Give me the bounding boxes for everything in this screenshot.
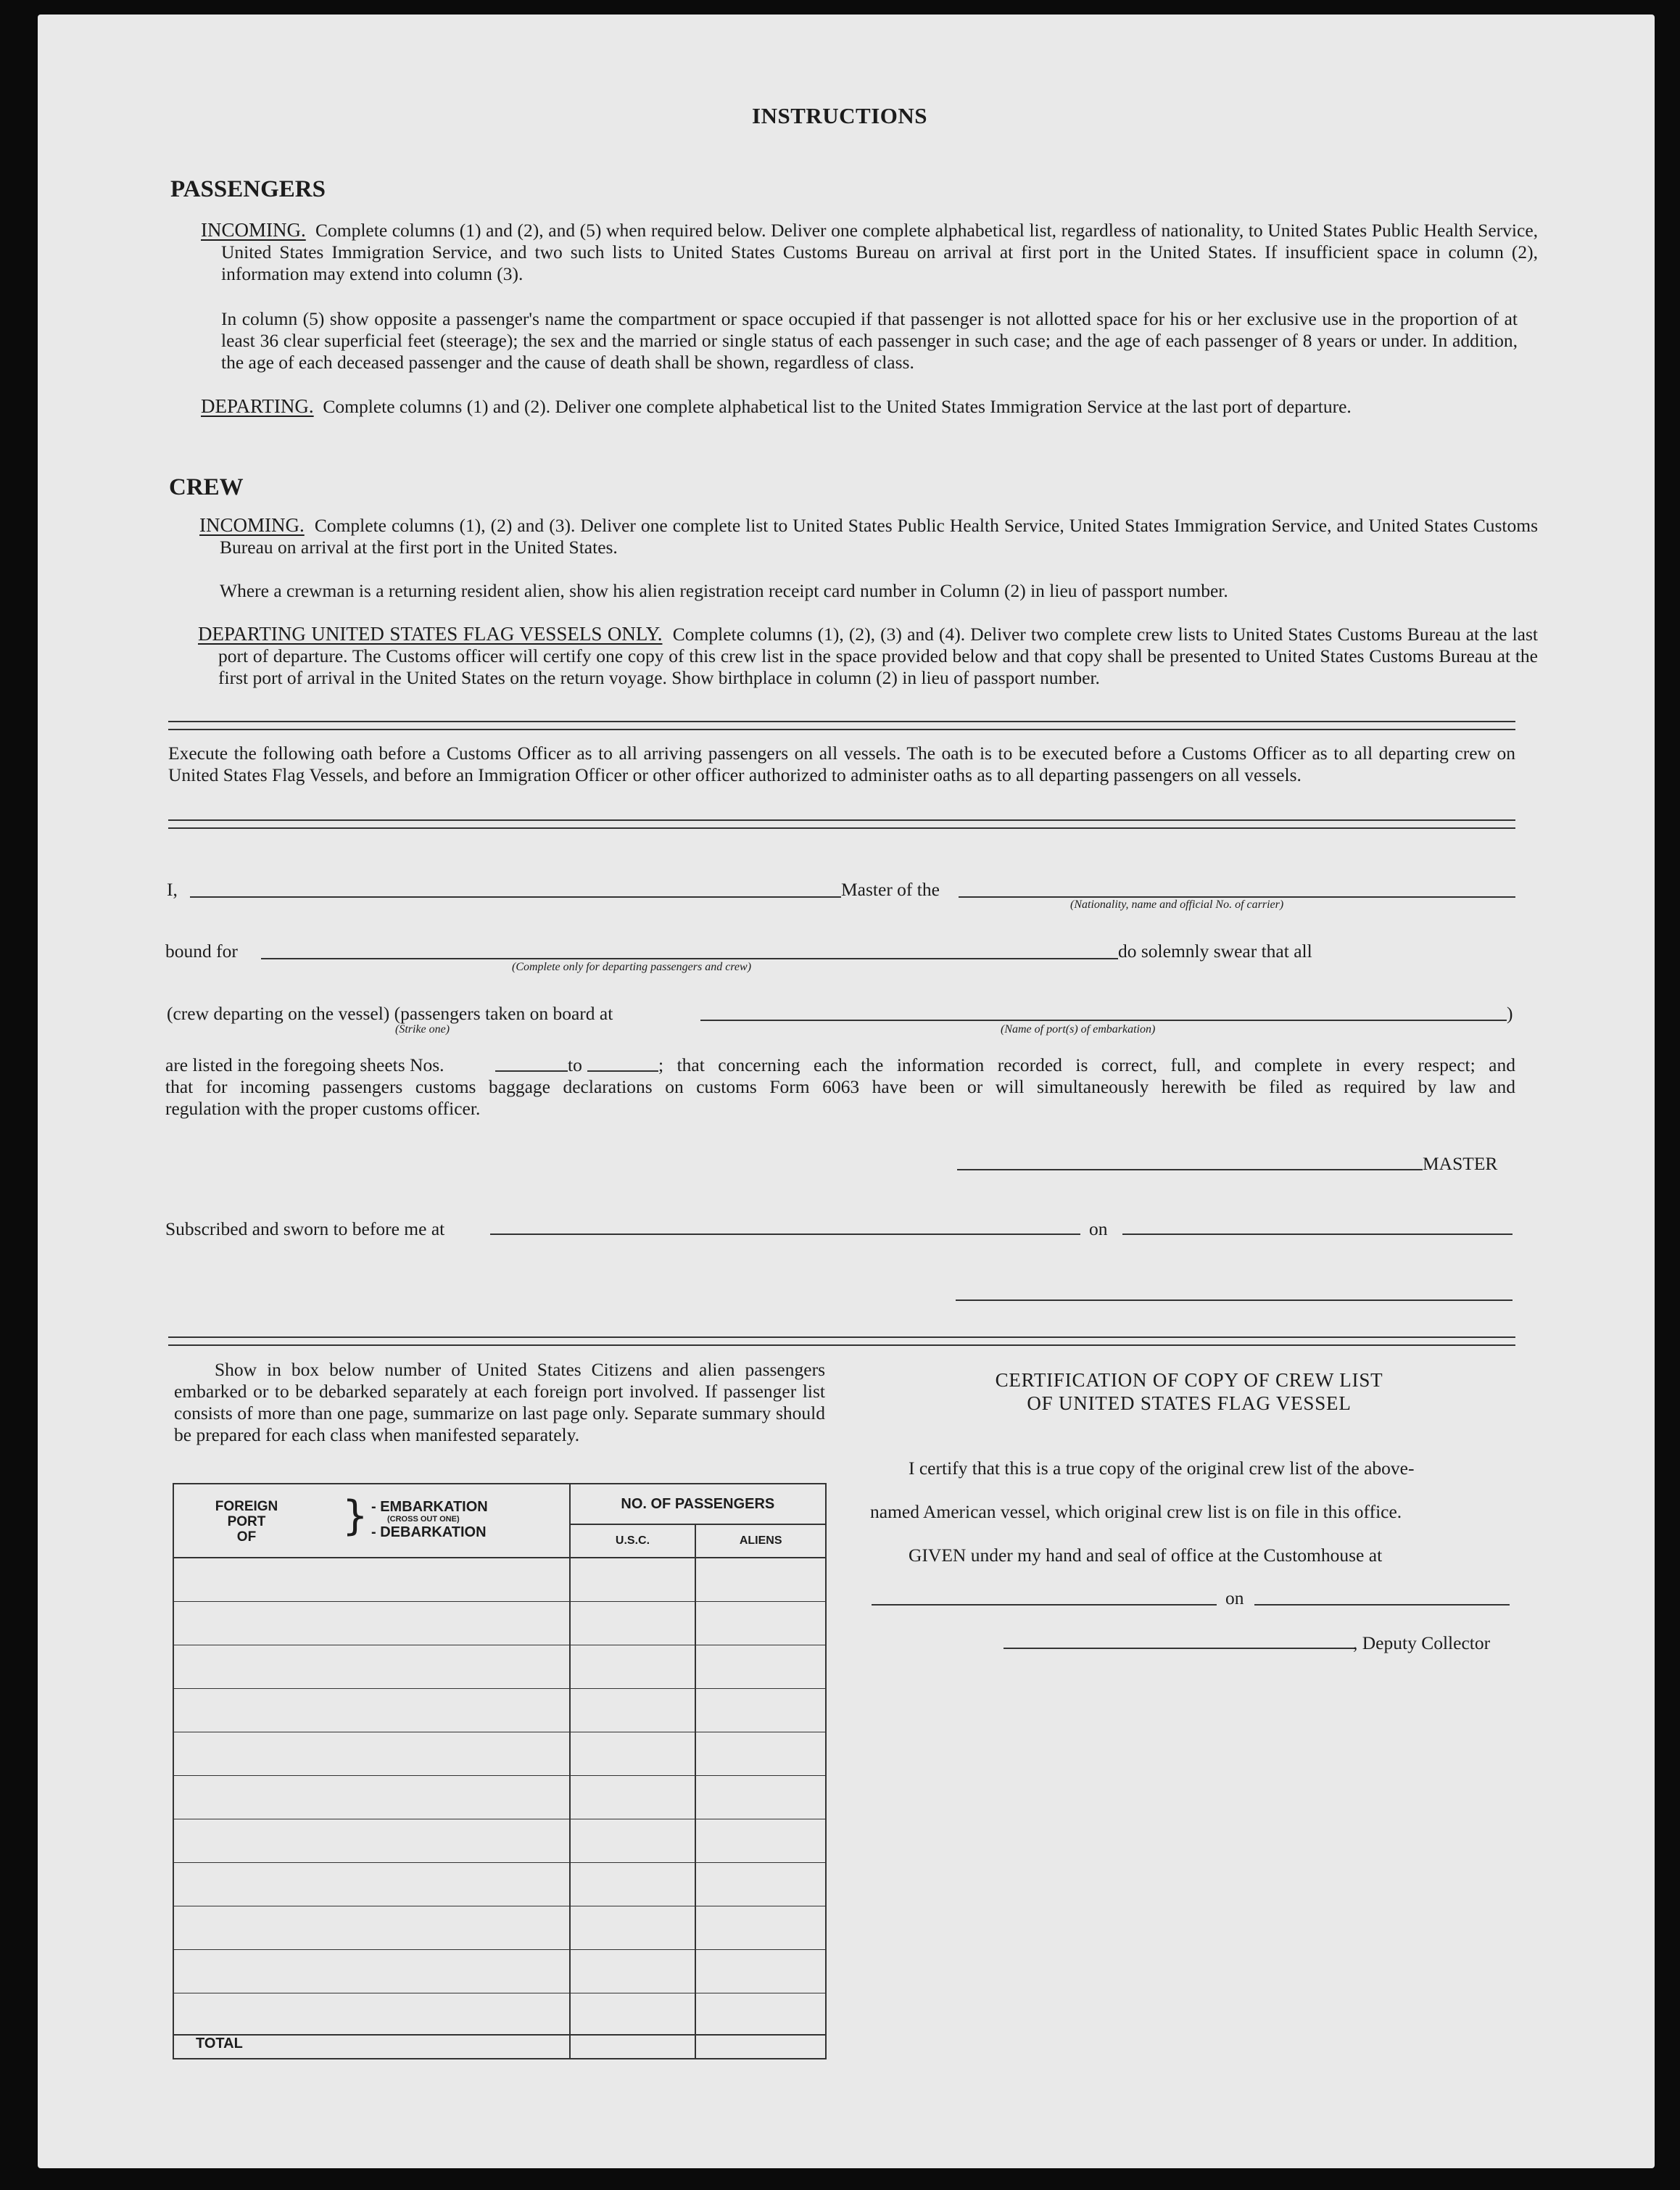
sworn-on-label: on [1089,1218,1108,1239]
usc-cell[interactable] [570,1819,696,1862]
master-label: MASTER [1423,1153,1498,1174]
certify-text: I certify that this is a true copy of the original crew list of the above- [909,1458,1415,1479]
passengers-departing-paragraph [201,395,1538,418]
aliens-cell[interactable] [695,1949,826,1993]
crew-departing-text: Complete columns (1), (2), (3) and (4). Deliver two complete crew lists to United States Customs Bureau at the last port of departure. The Customs officer will certify one copy of this crew list in the space provided below and that copy shall be presented to United States Customs Bureau at the first port of arrival in the United States on the return voyage. Show birthplace in column (2) in lieu of passport number. [218,624,1538,688]
oath-intro-paragraph: Execute the following oath before a Customs Officer as to all arriving passengers on all vessels. The oath is to be executed before a Customs Officer as to all departing crew on United States Flag Vessels, and before an Immigration Officer or other officer authorized to administer oaths as to all departing passengers on all vessels. [168,743,1515,785]
certification-date-field[interactable] [1254,1604,1510,1606]
passengers-incoming-label: INCOMING. [201,219,306,241]
crew-resident-paragraph: Where a crewman is a returning resident alien, show his alien registration receipt card number in Column (2) in lieu of passport number. [220,580,1228,601]
sheets-to-label: to [568,1054,582,1075]
no-of-passengers-header: NO. OF PASSENGERS [570,1484,826,1524]
port-cell[interactable] [173,1688,570,1732]
usc-cell[interactable] [570,1645,696,1688]
total-row-label [173,2035,570,2059]
strike-one-caption: (Strike one) [395,1023,450,1036]
usc-cell[interactable] [570,1688,696,1732]
usc-cell[interactable] [570,1558,696,1601]
aliens-cell[interactable] [695,1732,826,1775]
customhouse-on-label: on [1225,1587,1244,1608]
section-divider [168,819,1515,829]
embarkation-port-caption: (Name of port(s) of embarkation) [1001,1023,1156,1036]
solemnly-swear-label: do solemnly swear that all [1118,941,1312,962]
port-cell[interactable] [173,1732,570,1775]
port-cell[interactable] [173,1601,570,1645]
aliens-cell[interactable] [695,1558,826,1601]
regulation-text: regulation with the proper customs officer. [165,1098,481,1119]
carrier-caption: (Nationality, name and official No. of carrier) [1070,898,1284,911]
passengers-incoming-text: Complete columns (1) and (2), and (5) when required below. Deliver one complete alphabetical list, regardless of nationality, to United States Public Health Service, United States Immigration Service, and two such lists to United States Customs Bureau on arrival at first port in the United States. If insufficient space in column (2), information may extend into column (3). [221,220,1539,284]
usc-cell[interactable] [570,1775,696,1819]
passengers-heading: PASSENGERS [170,176,326,202]
aliens-cell[interactable] [695,1688,826,1732]
foreign-label: FOREIGN [215,1499,278,1514]
given-under-hand-text: GIVEN under my hand and seal of office at the Customhouse at [909,1545,1383,1566]
bound-for-field[interactable] [261,958,1118,959]
cross-out-label: (CROSS OUT ONE) [387,1515,460,1524]
sheets-nos-label: are listed in the foregoing sheets Nos. [165,1054,444,1075]
port-cell[interactable] [173,1993,570,2035]
aliens-cell[interactable] [695,1862,826,1906]
port-cell[interactable] [173,1819,570,1862]
passengers-column5-paragraph: In column (5) show opposite a passenger's name the compartment or space occupied if that passenger is not allotted space for his or her exclusive use in the proportion of at least 36 clear superficial feet (steerage); the sex and the married or single status of each passenger in such case; and the age of each passenger of 8 years or under. In addition, the age of each deceased passenger and the cause of death shall be shown, regardless of class. [221,308,1518,373]
aliens-cell[interactable] [695,1993,826,2035]
deputy-collector-signature-field[interactable] [1004,1648,1354,1649]
sheet-from-field[interactable] [495,1070,568,1072]
port-label: PORT [227,1514,266,1529]
crew-departing-label: DEPARTING UNITED STATES FLAG VESSELS ONLY. [198,623,663,645]
certify-text-continued: named American vessel, which original crew list is on file in this office. [870,1501,1402,1522]
crew-incoming-label: INCOMING. [199,514,305,536]
embarkation-label: - EMBARKATION [371,1499,488,1515]
crew-heading: CREW [169,474,244,500]
section-divider [168,721,1515,730]
passengers-departing-label: DEPARTING. [201,395,314,417]
port-cell[interactable] [173,1558,570,1601]
bound-for-label: bound for [165,941,238,962]
passengers-incoming-paragraph [201,219,1538,285]
sworn-place-field[interactable] [490,1234,1080,1235]
aliens-cell[interactable] [695,1906,826,1949]
port-column-header [173,1484,570,1558]
oath-i-label: I, [167,879,178,900]
usc-cell[interactable] [570,1601,696,1645]
customhouse-field[interactable] [872,1604,1217,1606]
sworn-date-field[interactable] [1122,1234,1513,1235]
usc-header: U.S.C. [570,1524,696,1558]
port-cell[interactable] [173,1645,570,1688]
port-cell[interactable] [173,1775,570,1819]
certification-title-line1: CERTIFICATION OF COPY OF CREW LIST [995,1369,1383,1391]
crew-departing-paragraph [198,623,1538,689]
master-signature-field[interactable] [957,1169,1423,1170]
summary-instructions: Show in box below number of United States Citizens and alien passengers embarked or to be debarked separately at each foreign port involved. If passenger list consists of more than one page, summarize on last page only. Separate summary should be prepared for each class when manifested separately. [174,1359,825,1445]
master-of-label: Master of the [841,879,940,900]
usc-cell[interactable] [570,1906,696,1949]
close-paren: ) [1507,1003,1513,1024]
debarkation-label: - DEBARKATION [371,1524,487,1540]
master-name-field[interactable] [190,896,841,898]
usc-cell[interactable] [570,1949,696,1993]
aliens-cell[interactable] [695,1645,826,1688]
aliens-header: ALIENS [695,1524,826,1558]
bound-for-caption: (Complete only for departing passengers and crew) [512,961,752,973]
subscribed-label: Subscribed and sworn to before me at [165,1218,445,1239]
officer-signature-field[interactable] [956,1299,1513,1301]
of-label: OF [236,1529,257,1545]
total-aliens-cell[interactable] [695,2035,826,2059]
aliens-cell[interactable] [695,1775,826,1819]
page-title: INSTRUCTIONS [752,103,928,128]
carrier-field[interactable] [959,896,1515,898]
port-cell[interactable] [173,1862,570,1906]
aliens-cell[interactable] [695,1819,826,1862]
section-divider [168,1336,1515,1346]
deputy-collector-label: , Deputy Collector [1353,1632,1491,1653]
port-cell[interactable] [173,1906,570,1949]
total-label: TOTAL [196,2036,243,2051]
crew-incoming-paragraph [199,514,1538,558]
passengers-departing-text: Complete columns (1) and (2). Deliver one complete alphabetical list to the United States Immigration Service at the last port of departure. [323,396,1352,417]
embarkation-port-field[interactable] [700,1020,1507,1021]
port-cell[interactable] [173,1949,570,1993]
total-usc-cell[interactable] [570,2035,696,2059]
certification-title-line2: OF UNITED STATES FLAG VESSEL [1027,1392,1352,1414]
crew-incoming-text: Complete columns (1), (2) and (3). Deliver one complete list to United States Public Health Service, United States Immigration Service, and United States Customs Bureau on arrival at the first port in the United States. [220,515,1539,558]
aliens-cell[interactable] [695,1601,826,1645]
brace-icon: } [342,1492,368,1540]
crew-passenger-strike-label: (crew departing on the vessel) (passengers taken on board at [167,1003,613,1024]
sheet-to-field[interactable] [587,1070,658,1072]
usc-cell[interactable] [570,1732,696,1775]
sheets-statement: ; that concerning each the information recorded is correct, full, and complete in every respect; and [658,1054,1515,1075]
usc-cell[interactable] [570,1993,696,2035]
baggage-declaration-text: that for incoming passengers customs baggage declarations on customs Form 6063 have been or will simultaneously herewith be filed as required by law and [165,1076,1515,1097]
passenger-summary-table [173,1483,827,2059]
usc-cell[interactable] [570,1862,696,1906]
